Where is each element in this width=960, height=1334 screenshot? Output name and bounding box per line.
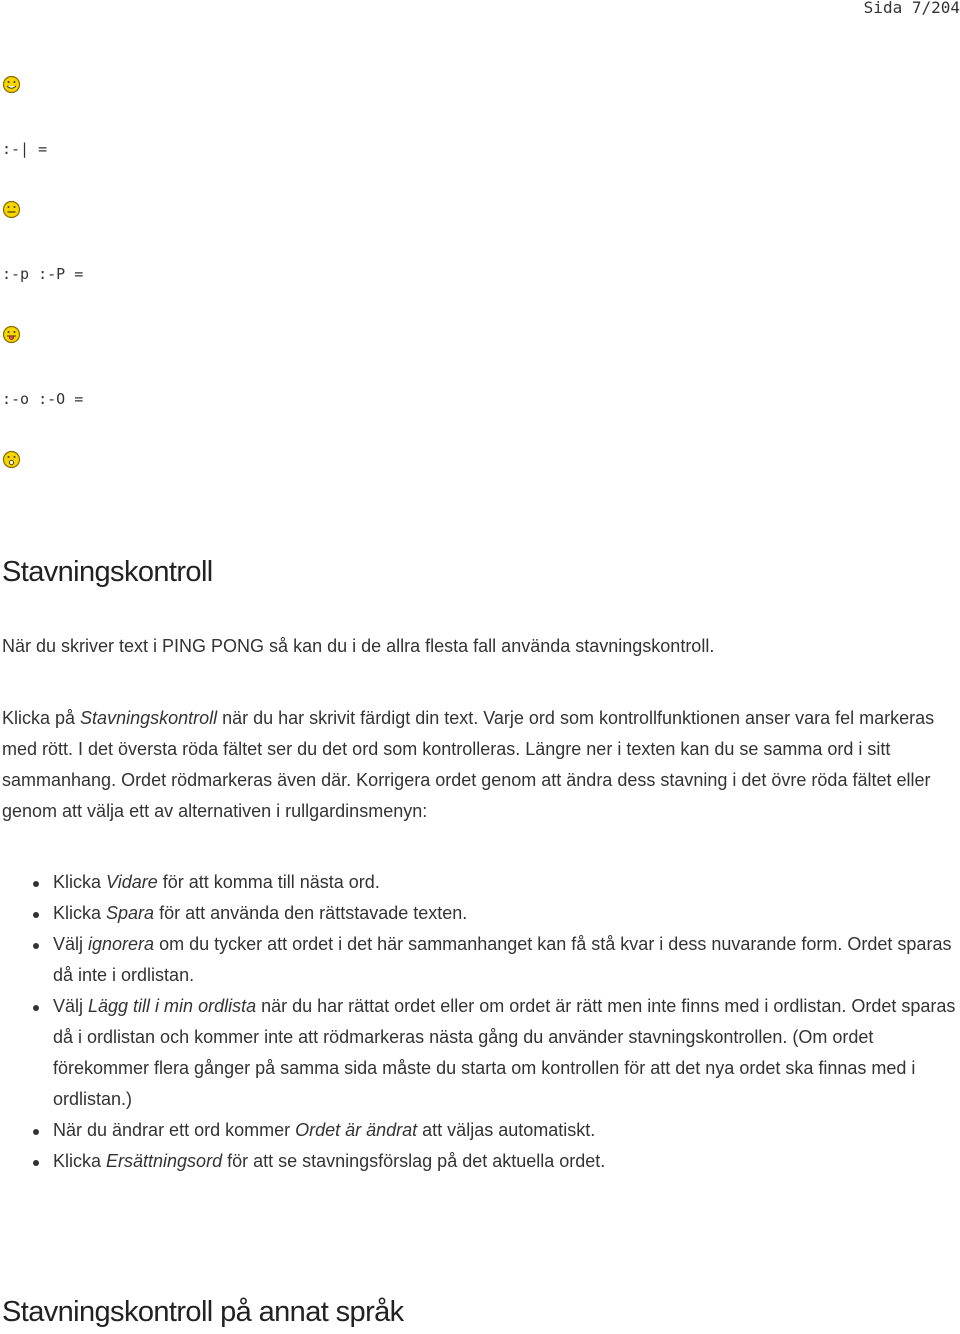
list-item: Klicka Vidare för att komma till nästa ord. — [0, 867, 960, 898]
intro-paragraph: När du skriver text i PING PONG så kan du i de allra flesta fall använda stavningskontroll. — [2, 636, 715, 656]
list-item: Välj ignorera om du tycker att ordet i det här sammanhanget kan få stå kvar i dess nuvarande form. Ordet sparas då inte i ordlistan. — [0, 929, 960, 991]
smiley-face-icon — [2, 75, 21, 94]
options-list — [0, 867, 960, 1177]
bullet-icon — [33, 943, 39, 949]
list-item: När du ändrar ett ord kommer Ordet är ändrat att väljas automatiskt. — [0, 1115, 960, 1146]
bullet-icon — [33, 912, 39, 918]
emoticon-code-neutral: :-| = — [2, 140, 48, 158]
instructions-paragraph: Klicka på Stavningskontroll när du har skrivit färdigt din text. Varje ord som kontrollfunktionen anser vara fel markeras med rött. I det översta röda fältet ser du det ord som kontrolleras. Längre ner i texten kan du se samma ord i sitt sammanhang. Ordet rödmarkeras även där. Korrigera ordet genom att ändra dess stavning i det övre röda fältet eller genom att välja ett av alternativen i rullgardinsmenyn: — [2, 708, 935, 821]
neutral-face-icon — [2, 200, 21, 219]
emoticon-code-tongue: :-p :-P = — [2, 265, 84, 283]
page-number: Sida 7/204 — [863, 0, 960, 17]
section-title-other-language: Stavningskontroll på annat språk — [2, 1296, 404, 1328]
bullet-icon — [33, 881, 39, 887]
bullet-icon — [33, 1129, 39, 1135]
bullet-icon — [33, 1005, 39, 1011]
tongue-face-icon — [2, 325, 21, 344]
bullet-icon — [33, 1160, 39, 1166]
section-title-spellcheck: Stavningskontroll — [2, 556, 213, 588]
list-item: Välj Lägg till i min ordlista när du har rättat ordet eller om ordet är rätt men inte finns med i ordlistan. Ordet sparas då i ordlistan och kommer inte att rödmarkeras nästa gång du använder stavningskontrollen. (Om ordet förekommer flera gånger på samma sida måste du starta om kontrollen för att det nya ordet ska finnas med i ordlistan.) — [0, 991, 960, 1115]
list-item: Klicka Ersättningsord för att se stavningsförslag på det aktuella ordet. — [0, 1146, 960, 1177]
emoticon-code-surprised: :-o :-O = — [2, 390, 84, 408]
spellcheck-term: Stavningskontroll — [80, 708, 218, 728]
surprised-face-icon — [2, 450, 21, 469]
list-item: Klicka Spara för att använda den rättstavade texten. — [0, 898, 960, 929]
